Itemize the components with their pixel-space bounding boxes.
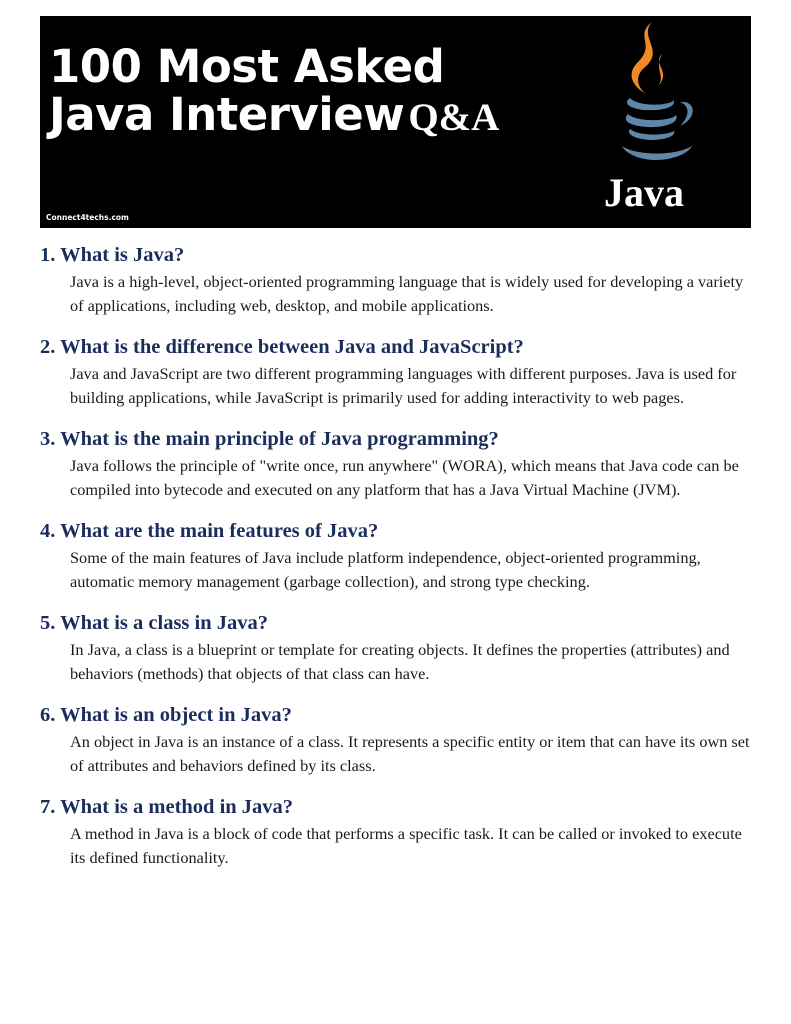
qa-list: [40, 240, 755, 884]
answer-text: Java is a high-level, object-oriented programming language that is widely used for developing a variety of applications, including web, desktop, and mobile applications.: [70, 272, 744, 315]
question-heading: 4. What are the main features of Java?: [40, 520, 379, 542]
qa-item: [40, 332, 755, 410]
qa-item: [40, 700, 755, 778]
question-heading: 6. What is an object in Java?: [40, 704, 292, 726]
qa-item: [40, 424, 755, 502]
question-heading: 2. What is the difference between Java and JavaScript?: [40, 336, 524, 358]
answer-text: Some of the main features of Java include platform independence, object-oriented programming, automatic memory management (garbage collection), and strong type checking.: [70, 548, 701, 591]
java-logo-text: Java: [604, 170, 684, 215]
answer-text: In Java, a class is a blueprint or template for creating objects. It defines the properties (attributes) and behaviors (methods) that objects of that class can have.: [70, 640, 730, 683]
source-credit: Connect4techs.com: [46, 213, 129, 222]
banner-title-text: Java Interview: [49, 88, 405, 141]
header-banner: [40, 16, 751, 228]
qa-item: [40, 240, 755, 318]
qa-item: [40, 608, 755, 686]
banner-title-line-1: 100 Most Asked: [49, 40, 445, 93]
answer-text: Java and JavaScript are two different programming languages with different purposes. Java is used for building applications, while JavaScript is primarily used for adding interactivity to web pages.: [70, 364, 737, 407]
answer-text: A method in Java is a block of code that performs a specific task. It can be called or invoked to execute its defined functionality.: [70, 824, 742, 867]
question-heading: 3. What is the main principle of Java programming?: [40, 428, 499, 450]
banner-title-line-2: [49, 88, 500, 142]
qa-item: [40, 516, 755, 594]
question-heading: 7. What is a method in Java?: [40, 796, 294, 818]
banner-title-suffix: Q&A: [408, 96, 500, 139]
answer-text: Java follows the principle of "write once, run anywhere" (WORA), which means that Java code can be compiled into bytecode and executed on any platform that has a Java Virtual Machine (JVM).: [70, 456, 739, 499]
java-coffee-cup-icon: [580, 16, 700, 166]
qa-item: [40, 792, 755, 870]
question-heading: 1. What is Java?: [40, 244, 185, 266]
question-heading: 5. What is a class in Java?: [40, 612, 269, 634]
answer-text: An object in Java is an instance of a class. It represents a specific entity or item that can have its own set of attributes and behaviors defined by its class.: [70, 732, 750, 775]
